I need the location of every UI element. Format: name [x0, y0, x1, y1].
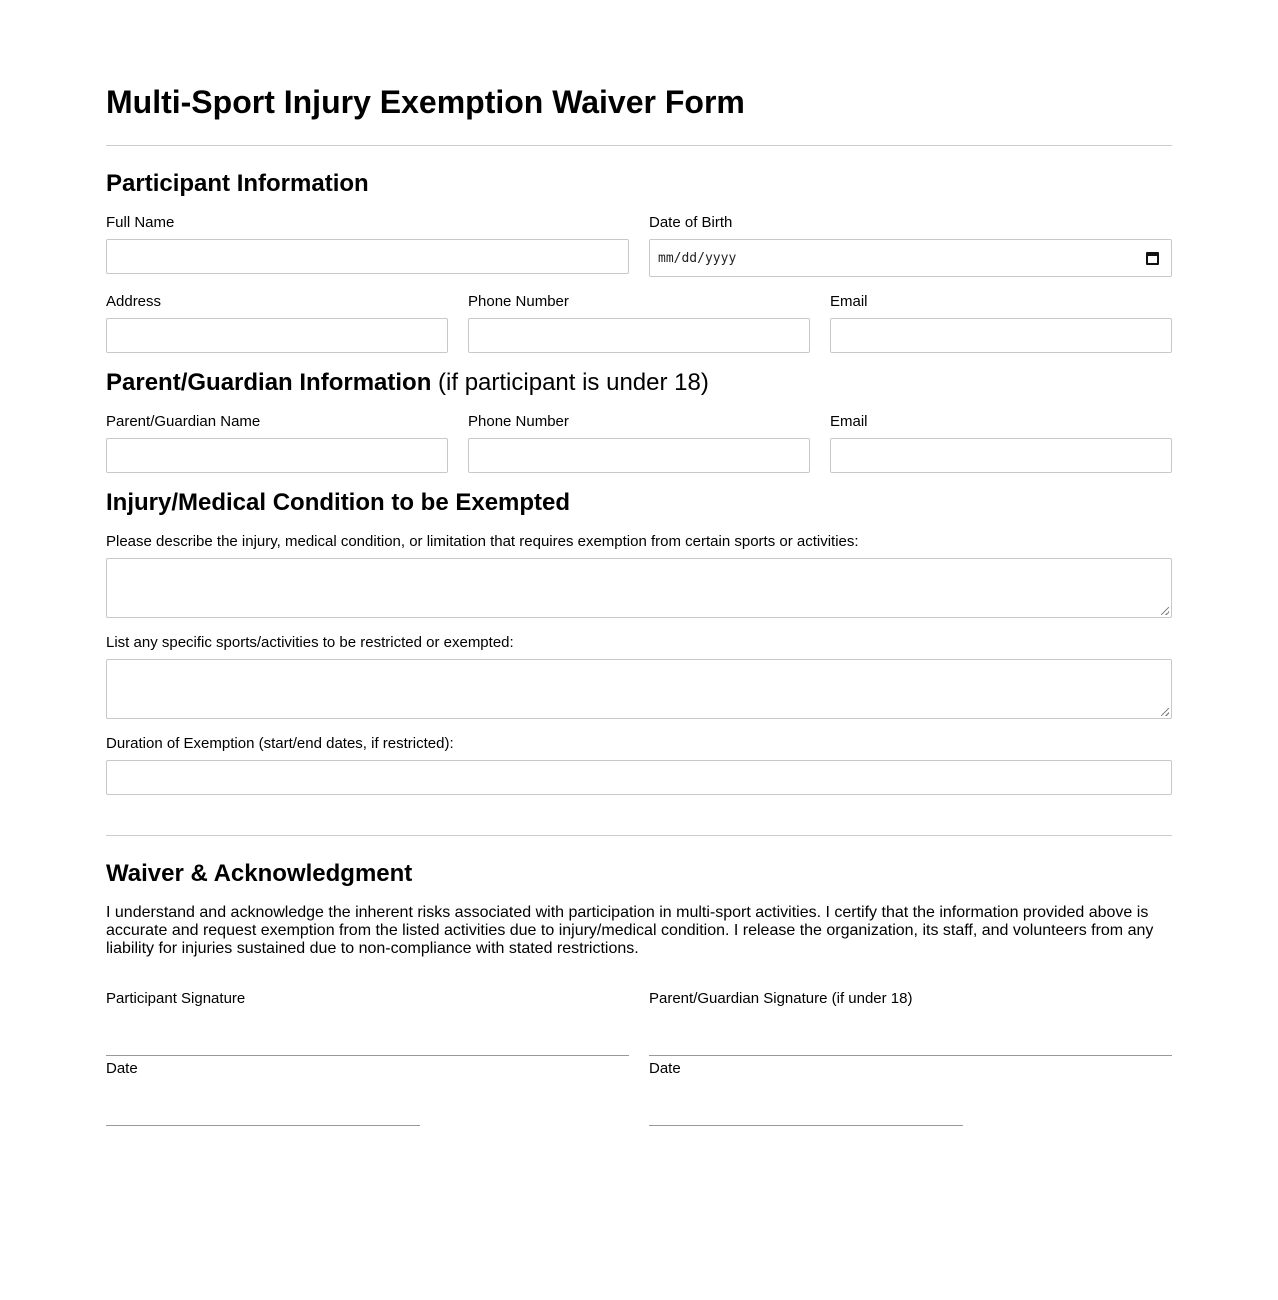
guardian-date-label: Date: [649, 1060, 681, 1077]
participant-date-label: Date: [106, 1060, 138, 1077]
duration-input[interactable]: [106, 760, 1172, 795]
full-name-label: Full Name: [106, 214, 175, 231]
address-label: Address: [106, 293, 162, 310]
dob-input[interactable]: [649, 239, 1172, 277]
email-input[interactable]: [830, 318, 1172, 353]
injury-describe-textarea[interactable]: [106, 558, 1172, 618]
guardian-name-input[interactable]: [106, 438, 448, 473]
participant-section-heading: Participant Information: [106, 170, 369, 197]
activities-textarea[interactable]: [106, 659, 1172, 719]
guardian-name-label: Parent/Guardian Name: [106, 413, 261, 430]
participant-date-line[interactable]: [106, 1125, 420, 1126]
participant-signature-label: Participant Signature: [106, 990, 246, 1007]
guardian-email-input[interactable]: [830, 438, 1172, 473]
email-label: Email: [830, 293, 868, 310]
guardian-email-label: Email: [830, 413, 868, 430]
waiver-section-heading: Waiver & Acknowledgment: [106, 860, 413, 887]
participant-signature-line[interactable]: [106, 1055, 629, 1056]
guardian-date-line[interactable]: [649, 1125, 963, 1126]
guardian-phone-input[interactable]: [468, 438, 810, 473]
guardian-signature-label: Parent/Guardian Signature (if under 18): [649, 990, 913, 1007]
activities-label: List any specific sports/activities to be restricted or exempted:: [106, 634, 514, 651]
phone-label: Phone Number: [468, 293, 569, 310]
guardian-signature-line[interactable]: [649, 1055, 1172, 1056]
page-title: Multi-Sport Injury Exemption Waiver Form: [106, 84, 745, 120]
calendar-icon[interactable]: [1146, 252, 1159, 265]
guardian-heading-text: Parent/Guardian Information: [106, 369, 432, 396]
dob-placeholder: mm/dd/yyyy: [658, 250, 737, 266]
guardian-phone-label: Phone Number: [468, 413, 569, 430]
waiver-text: I understand and acknowledge the inherent risks associated with participation in multi-sport activities. I certify that the information provided above is accurate and request exemption from the listed activities due to injury/medical condition. I release the organization, its staff, and volunteers from any liability for injuries sustained due to non-compliance with stated restrictions.: [106, 904, 1154, 957]
guardian-section-heading: [106, 369, 709, 397]
resize-grip-icon[interactable]: [1161, 708, 1169, 716]
full-name-input[interactable]: [106, 239, 629, 274]
phone-input[interactable]: [468, 318, 810, 353]
dob-label: Date of Birth: [649, 214, 733, 231]
resize-grip-icon[interactable]: [1161, 607, 1169, 615]
injury-describe-label: Please describe the injury, medical condition, or limitation that requires exemption from certain sports or activities:: [106, 533, 859, 550]
divider: [106, 145, 1172, 146]
divider: [106, 835, 1172, 836]
guardian-heading-note: (if participant is under 18): [431, 369, 709, 396]
address-input[interactable]: [106, 318, 448, 353]
injury-section-heading: Injury/Medical Condition to be Exempted: [106, 489, 571, 516]
duration-label: Duration of Exemption (start/end dates, if restricted):: [106, 735, 454, 752]
